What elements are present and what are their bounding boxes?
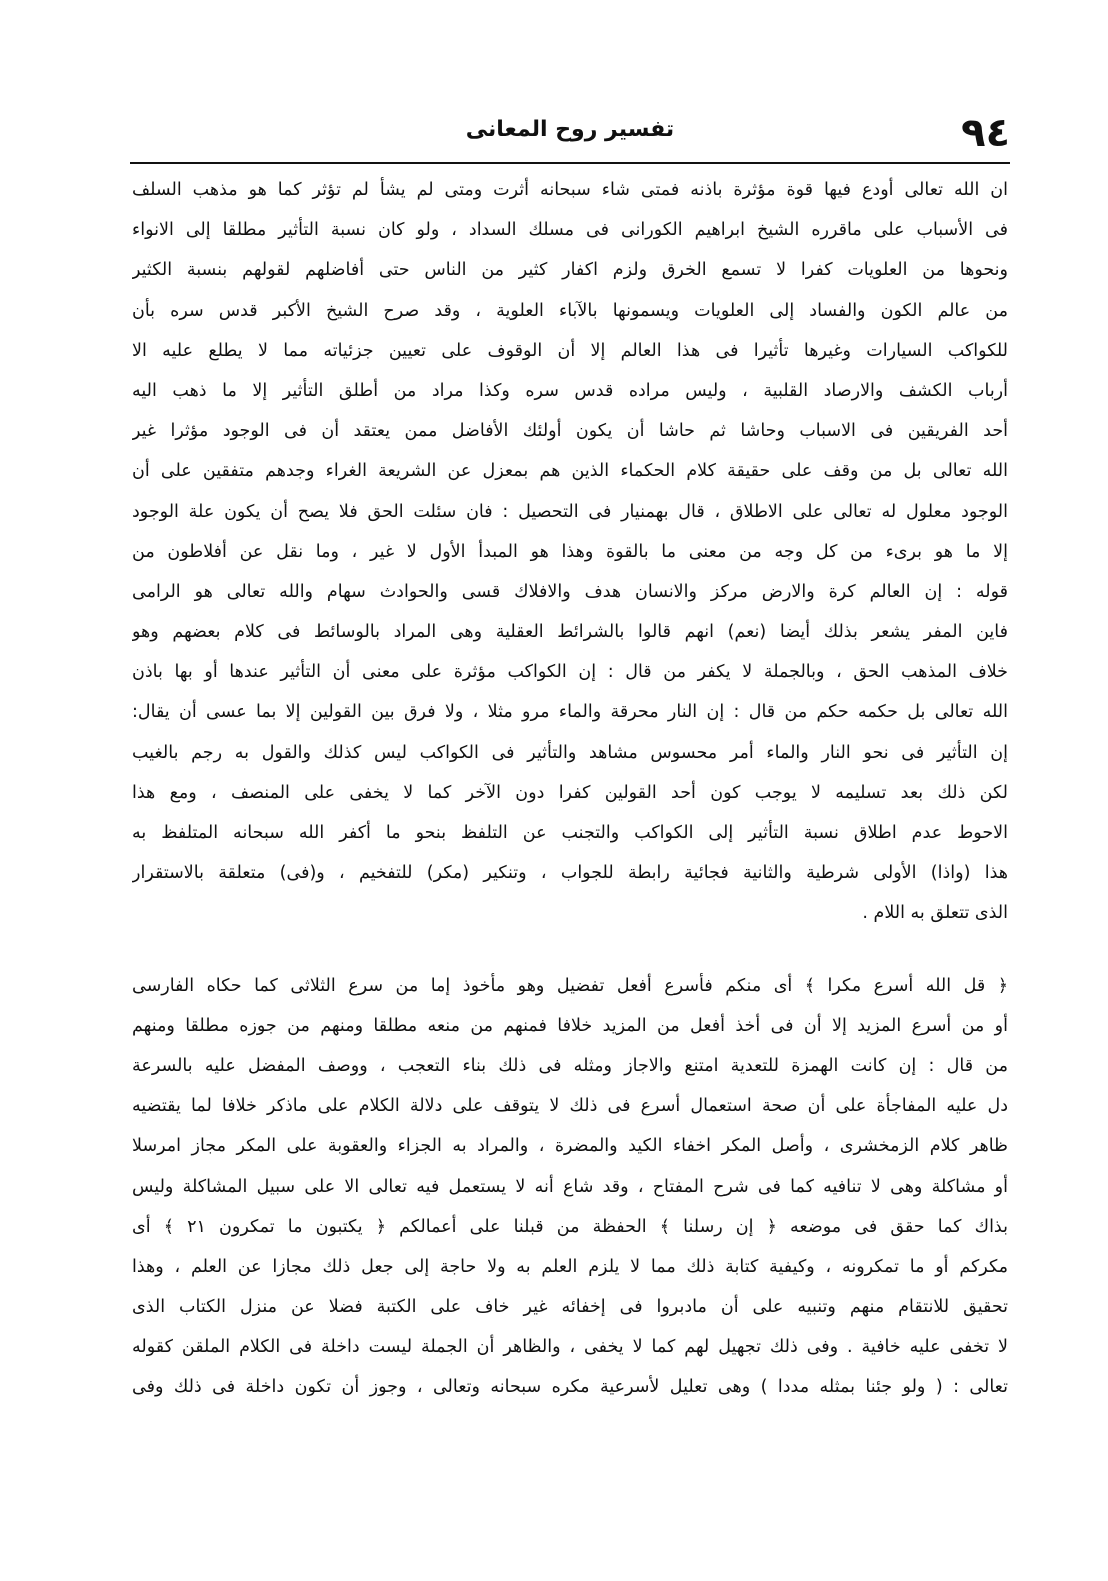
text-line: ونحوها من العلويات كفرا لا تسمع الخرق ولزم اكفار كثير من الناس حتى أفاضلهم لقولهم بنسبة الكثير	[132, 260, 1008, 281]
text-line: مكركم أو ما تمكرونه ، وكيفية كتابة ذلك مما لا يلزم العلم به ولا حاجة إلى جعل ذلك مجازا عن العلم ، وهذا	[132, 1256, 1008, 1277]
header-rule	[130, 162, 1010, 164]
text-line: الذى تتعلق به اللام .	[862, 903, 1008, 924]
text-line: لكن ذلك بعد تسليمه لا يوجب كون أحد القولين كفرا دون الآخر كما لا يخفى على المنصف ، ومع هذا	[132, 782, 1008, 803]
text-line: الوجود معلول له تعالى على الاطلاق ، قال بهمنيار فى التحصيل : فان سئلت الحق فلا يصح أن يكون علة الوجود	[132, 501, 1008, 522]
text-line: تحقيق للانتقام منهم وتنبيه على أن مادبروا فى إخفائه غير خاف على الكتبة فضلا عن منزل الكتاب الذى	[132, 1297, 1008, 1318]
text-line: إن التأثير فى نحو النار والماء أمر محسوس مشاهد والتأثير فى الكواكب ليس كذلك والقول به رجم بالغيب	[132, 742, 1008, 763]
text-line: دل عليه المفاجأة على أن صحة استعمال أسرع فى ذلك لا يتوقف على دلالة الكلام على ماذكر خلافا لما يقتضيه	[132, 1096, 1008, 1117]
text-line: للكواكب السيارات وغيرها تأثيرا فى هذا العالم إلا أن الوقوف على تعيين جزئياته مما لا يطلع عليه الا	[132, 340, 1008, 361]
text-line: من عالم الكون والفساد إلى العلويات ويسمونها بالآباء العلوية ، وقد صرح الشيخ الأكبر قدس سره بأن	[132, 300, 1008, 321]
text-line: الله تعالى بل من وقف على حقيقة كلام الحكماء الذين هم بمعزل عن الشريعة الغراء وجدهم متفقين على أن	[132, 461, 1008, 482]
text-line: فى الأسباب على ماقرره الشيخ ابراهيم الكورانى فى مسلك السداد ، ولو كان نسبة التأثير مطلقا إلى الانواء	[132, 220, 1008, 241]
text-line: تعالى : ( ولو جئنا بمثله مددا ) وهى تعليل لأسرعية مكره سبحانه وتعالى ، وجوز أن تكون داخلة فى ذلك وفى	[132, 1377, 1008, 1398]
text-line: خلاف المذهب الحق ، وبالجملة لا يكفر من قال : إن الكواكب مؤثرة على معنى أن التأثير عندها أو بها باذن	[132, 662, 1008, 683]
text-line: أو من أسرع المزيد إلا أن فى أخذ أفعل من المزيد خلافا فمنهم من منعه مطلقا ومنهم من جوزه مطلقا ومنهم	[132, 1015, 1008, 1036]
text-line: إلا ما هو برىء من كل وجه من معنى ما بالقوة وهذا هو المبدأ الأول لا غير ، وما نقل عن أفلاطون من	[132, 541, 1008, 562]
paragraph-gap	[132, 934, 1008, 966]
paragraph-1	[132, 170, 1008, 934]
text-line: من قال : إن كانت الهمزة للتعدية امتنع والاجاز ومثله فى ذلك بناء التعجب ، ووصف المفضل عليه بالسرعة	[132, 1055, 1008, 1076]
text-line: هذا (واذا) الأولى شرطية والثانية فجائية رابطة للجواب ، وتنكير (مكر) للتفخيم ، و(فى) متعلقة بالاستقرار	[132, 863, 1008, 884]
text-line: بذاك كما حقق فى موضعه ﴿ إن رسلنا ﴾ الحفظة من قبلنا على أعمالكم ﴿ يكتبون ما تمكرون ٢١ ﴾ أى	[132, 1216, 1008, 1237]
page-number: ٩٤	[961, 110, 1010, 156]
text-line: لا تخفى عليه خافية . وفى ذلك تجهيل لهم كما لا يخفى ، والظاهر أن الجملة ليست داخلة فى الكلام الملقن كقوله	[132, 1337, 1008, 1358]
text-line: الله تعالى بل حكمه حكم من قال : إن النار محرقة والماء مرو مثلا ، ولا فرق بين القولين إلا بما عسى أن يقال:	[132, 702, 1008, 723]
text-line: أحد الفريقين فى الاسباب وحاشا ثم حاشا أن يكون أولئك الأفاضل ممن يعتقد أن فى الوجود مؤثرا غير	[132, 421, 1008, 442]
text-line: ان الله تعالى أودع فيها قوة مؤثرة باذنه فمتى شاء سبحانه أثرت ومتى لم يشأ لم تؤثر كما هو مذهب السلف	[132, 180, 1008, 200]
text-line: أو مشاكلة وهى لا تنافيه كما فى شرح المفتاح ، وقد شاع أنه لا يستعمل فيه تعالى الا على سبيل المشاكلة وليس	[132, 1176, 1008, 1197]
text-line: الاحوط عدم اطلاق نسبة التأثير إلى الكواكب والتجنب عن التلفظ بنحو ما أكفر الله سبحانه المتلفظ به	[132, 823, 1008, 843]
text-line: فاين المفر يشعر بذلك أيضا (نعم) انهم قالوا بالشرائط العقلية وهى المراد بالوسائط فى كلام بعضهم وهو	[132, 622, 1008, 643]
paragraph-2	[132, 966, 1008, 1408]
text-line: قوله : إن العالم كرة والارض مركز والانسان هدف والافلاك قسى والحوادث سهام والله تعالى هو الرامى	[132, 581, 1008, 602]
page-header	[130, 105, 1010, 161]
text-line: أرباب الكشف والارصاد القلبية ، وليس مراده قدس سره وكذا مراد من أطلق التأثير إلا ما ذهب اليه	[132, 380, 1008, 401]
commentary-text	[132, 170, 1008, 1408]
running-title: تفسير روح المعانى	[465, 117, 675, 142]
text-line: ﴿ قل الله أسرع مكرا ﴾ أى منكم فأسرع أفعل تفضيل وهو مأخوذ إما من سرع الثلاثى كما حكاه الفارسى	[132, 975, 1008, 996]
text-line: ظاهر كلام الزمخشرى ، وأصل المكر اخفاء الكيد والمضرة ، والمراد به الجزاء والعقوبة على المكر مجاز امرسلا	[132, 1136, 1008, 1157]
